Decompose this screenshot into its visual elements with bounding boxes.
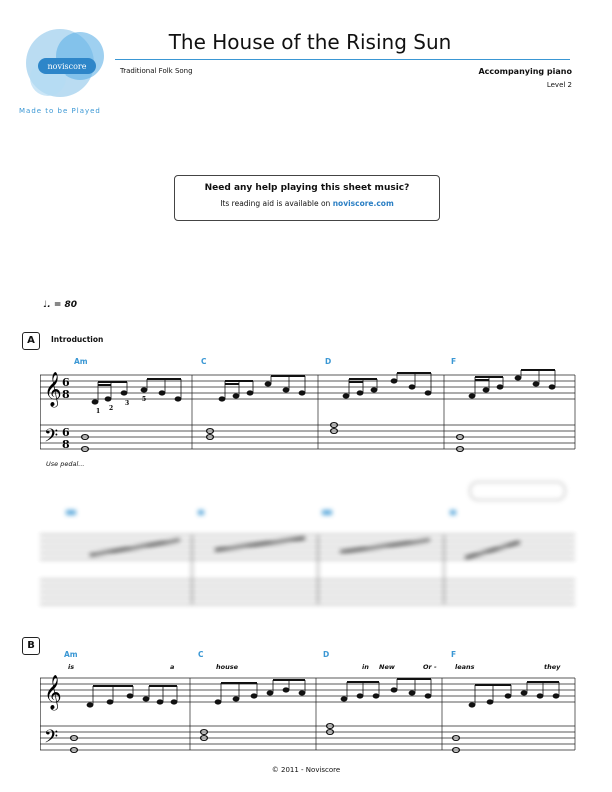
bass-clef-icon-b: 𝄢 [44, 727, 59, 752]
lyric-2: a [170, 663, 175, 671]
chord-a-1: Am [74, 357, 88, 366]
title-divider [115, 59, 570, 60]
help-title: Need any help playing this sheet music? [204, 183, 410, 193]
level-label: Level 2 [546, 81, 572, 89]
dotted-quarter-note-icon: ♩. [43, 300, 51, 310]
lyric-7: - [434, 663, 437, 671]
fingering-3: 3 [125, 400, 130, 407]
logo-graphic [18, 18, 118, 118]
chord-b-3: D [323, 650, 330, 659]
logo-text: noviscore [47, 62, 87, 71]
lyric-9: they [544, 663, 561, 671]
chord-b-4: F [451, 650, 457, 659]
fingering-1: 1 [96, 408, 101, 415]
fingering-2: 2 [109, 405, 114, 412]
section-a-marker: A [22, 332, 40, 350]
blurred-preview-system [40, 480, 580, 610]
help-text-prefix: Its reading aid is available on [220, 199, 333, 208]
lyric-8: leans [455, 663, 475, 671]
fingering-4: 5 [142, 396, 147, 403]
noviscore-logo [18, 18, 118, 118]
tagline: Made to be Played [19, 107, 101, 115]
lyric-3: house [216, 663, 238, 671]
help-box[interactable] [174, 175, 440, 221]
chord-a-3: D [325, 357, 332, 366]
system-b-staff [40, 668, 580, 763]
chord-a-2: C [201, 357, 207, 366]
pedal-instruction: Use pedal... [46, 460, 85, 468]
lyric-5: New [379, 663, 395, 671]
bass-clef-icon: 𝄢 [44, 426, 59, 451]
treble-clef-icon: 𝄞 [44, 372, 62, 407]
page-title: The House of the Rising Sun [168, 30, 452, 54]
lyric-1: is [68, 663, 75, 671]
chord-a-4: F [451, 357, 457, 366]
system-a-staff [40, 365, 580, 460]
time-sig-bottom-bass: 8 [62, 438, 70, 451]
treble-clef-icon-b: 𝄞 [44, 675, 62, 710]
tempo-value: = 80 [53, 300, 78, 310]
time-sig-bottom: 8 [62, 388, 70, 401]
section-a-name: Introduction [51, 335, 104, 344]
time-sig-top: 6 [62, 376, 70, 389]
arrangement-label: Accompanying piano [478, 67, 572, 76]
section-b-marker: B [22, 637, 40, 655]
copyright: © 2011 - Noviscore [271, 766, 341, 774]
chord-b-2: C [198, 650, 204, 659]
help-link[interactable]: noviscore.com [332, 199, 394, 208]
lyric-6: Or [423, 663, 432, 671]
lyric-4: in [362, 663, 369, 671]
help-text [175, 199, 439, 208]
time-sig-top-bass: 6 [62, 426, 70, 439]
tempo-marking [43, 300, 77, 310]
chord-b-1: Am [64, 650, 78, 659]
composer-note: Traditional Folk Song [120, 67, 193, 75]
